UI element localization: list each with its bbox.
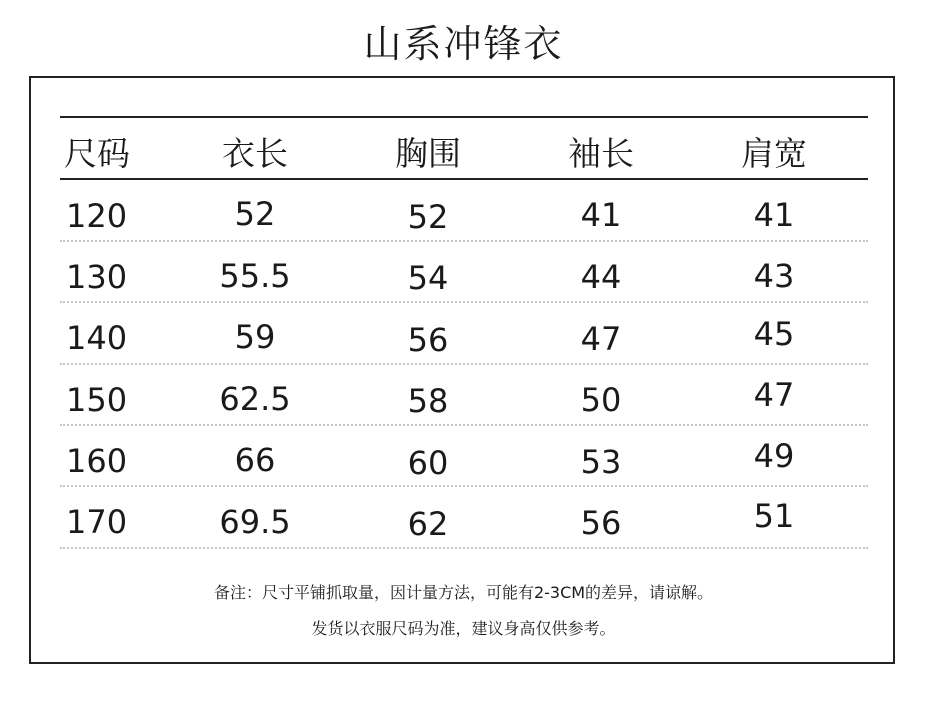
note-line-1: 备注：尺寸平铺抓取量，因计量方法，可能有2-3CM的差异，请谅解。 <box>213 583 714 602</box>
table-header-rule <box>60 178 868 180</box>
table-cell-length: 69.5 <box>219 503 291 541</box>
table-cell-size: 130 <box>66 258 128 296</box>
table-cell-sleeve: 47 <box>580 320 622 358</box>
table-cell-chest: 62 <box>407 505 449 543</box>
header-length: 衣长 <box>222 134 288 173</box>
table-cell-chest: 58 <box>407 382 449 420</box>
row-divider <box>60 424 868 426</box>
table-cell-sleeve: 44 <box>580 258 622 296</box>
table-cell-size: 120 <box>66 197 128 235</box>
table-cell-shoulder: 51 <box>753 497 795 535</box>
table-cell-sleeve: 41 <box>580 196 622 234</box>
table-cell-sleeve: 50 <box>580 381 622 419</box>
table-top-rule <box>60 116 868 118</box>
row-divider <box>60 547 868 549</box>
table-cell-length: 52 <box>234 195 276 233</box>
table-cell-chest: 56 <box>407 321 449 359</box>
table-cell-shoulder: 43 <box>753 257 795 295</box>
row-divider <box>60 485 868 487</box>
table-cell-sleeve: 56 <box>580 504 622 542</box>
table-cell-size: 140 <box>66 319 128 357</box>
table-cell-chest: 60 <box>407 444 449 482</box>
row-divider <box>60 363 868 365</box>
header-sleeve: 袖长 <box>568 134 634 173</box>
table-cell-sleeve: 53 <box>580 443 622 481</box>
header-chest: 胸围 <box>395 134 461 173</box>
table-cell-size: 160 <box>66 442 128 480</box>
table-cell-shoulder: 49 <box>753 437 795 475</box>
table-cell-chest: 52 <box>407 198 449 236</box>
table-cell-shoulder: 45 <box>753 315 795 353</box>
header-shoulder: 肩宽 <box>741 134 807 173</box>
table-cell-length: 66 <box>234 441 276 479</box>
row-divider <box>60 240 868 242</box>
table-cell-length: 55.5 <box>219 257 291 295</box>
table-cell-length: 62.5 <box>219 380 291 418</box>
row-divider <box>60 301 868 303</box>
header-size: 尺码 <box>64 134 130 173</box>
page-title: 山系冲锋衣 <box>363 22 564 66</box>
table-cell-chest: 54 <box>407 259 449 297</box>
table-cell-size: 170 <box>66 503 128 541</box>
table-cell-length: 59 <box>234 318 276 356</box>
table-cell-size: 150 <box>66 381 128 419</box>
table-cell-shoulder: 41 <box>753 196 795 234</box>
table-cell-shoulder: 47 <box>753 376 795 414</box>
note-line-2: 发货以衣服尺码为准，建议身高仅供参考。 <box>311 619 616 638</box>
